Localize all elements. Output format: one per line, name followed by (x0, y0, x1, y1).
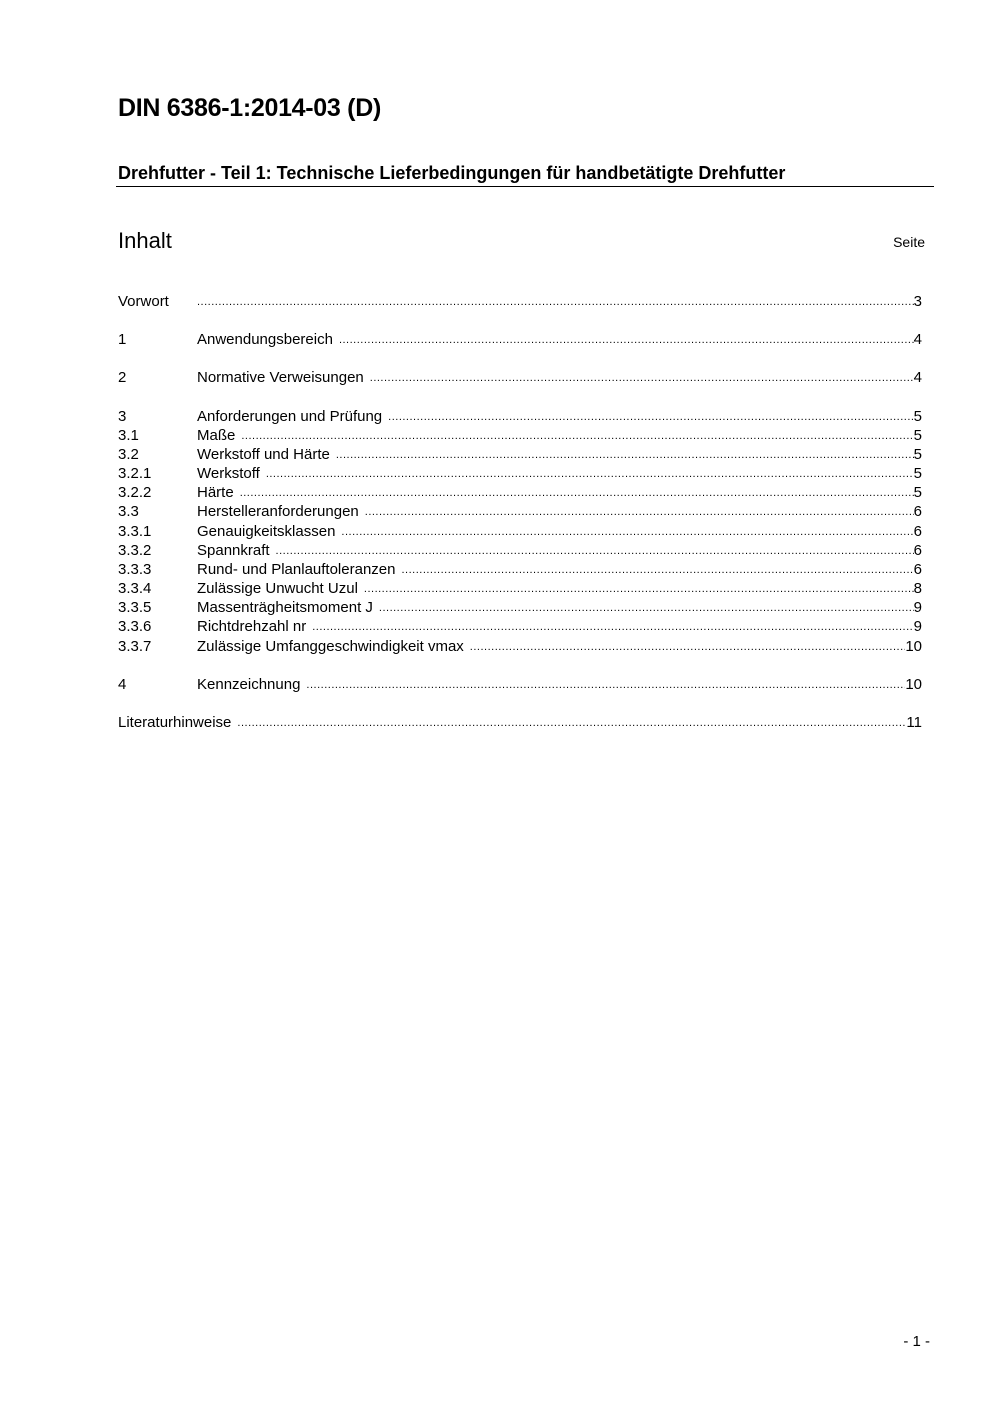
toc-entry-literaturhinweise[interactable] (118, 713, 922, 732)
toc-leader (379, 599, 914, 618)
toc-entry-3-3-1[interactable] (118, 522, 922, 541)
toc-entry-page: 5 (913, 465, 922, 482)
toc-entry-1[interactable] (118, 330, 922, 349)
toc-heading: Inhalt (118, 228, 172, 253)
toc-leader (306, 676, 905, 695)
toc-entry-title: Maße (197, 427, 236, 444)
toc-entry-2[interactable] (118, 368, 922, 387)
toc-entry-page: 5 (913, 484, 922, 501)
toc-entry-title: Werkstoff (197, 465, 260, 482)
toc-entry-title: Normative Verweisungen (197, 369, 364, 386)
toc-entry-page: 6 (913, 542, 922, 559)
toc-entry-number: 3.1 (118, 427, 139, 444)
toc-entry-title: Vorwort (118, 293, 169, 310)
toc-entry-title: Rund- und Planlauftoleranzen (197, 561, 396, 578)
toc-entry-3-3[interactable] (118, 502, 922, 521)
toc-entry-number: 3.3.4 (118, 580, 152, 597)
toc-entry-3-1[interactable] (118, 426, 922, 445)
toc-entry-3-3-2[interactable] (118, 541, 922, 560)
toc-entry-page: 5 (913, 446, 922, 463)
toc-entry-number: 1 (118, 331, 127, 348)
toc-entry-page: 3 (913, 293, 922, 310)
toc-entry-number: 3.3.6 (118, 618, 152, 635)
toc-entry-page: 5 (913, 408, 922, 425)
toc-entry-page: 6 (913, 561, 922, 578)
toc-leader (266, 465, 914, 484)
toc-entry-4[interactable] (118, 675, 922, 694)
toc-leader (364, 580, 914, 599)
toc-entry-vorwort[interactable] (118, 292, 922, 311)
toc-entry-page: 4 (913, 331, 922, 348)
toc-entry-title: Anwendungsbereich (197, 331, 333, 348)
toc-entry-title: Zulässige Unwucht Uzul (197, 580, 358, 597)
toc-entry-page: 6 (913, 503, 922, 520)
page-column-label: Seite (893, 234, 925, 250)
toc-entry-page: 4 (913, 369, 922, 386)
toc-entry-title: Massenträgheitsmoment J (197, 599, 373, 616)
toc-entry-page: 9 (913, 618, 922, 635)
toc-entry-number: 3.3.3 (118, 561, 152, 578)
toc-leader (197, 293, 914, 312)
toc-entry-number: 3.3 (118, 503, 139, 520)
toc-entry-page: 8 (913, 580, 922, 597)
toc-leader (312, 618, 913, 637)
toc-entry-3-2-2[interactable] (118, 483, 922, 502)
toc-entry-3-3-7[interactable] (118, 637, 922, 656)
toc-entry-title: Werkstoff und Härte (197, 446, 330, 463)
toc-leader (370, 369, 914, 388)
page-number: - 1 - (903, 1333, 930, 1350)
toc-entry-number: 3 (118, 408, 127, 425)
toc-leader (241, 427, 913, 446)
toc-entry-number: 3.3.2 (118, 542, 152, 559)
toc-entry-number: 3.2 (118, 446, 139, 463)
toc-leader (240, 484, 914, 503)
toc-entry-3-3-4[interactable] (118, 579, 922, 598)
toc-entry-page: 10 (905, 676, 922, 693)
toc-entry-title: Härte (197, 484, 234, 501)
toc-entry-number: 2 (118, 369, 127, 386)
toc-entry-title: Zulässige Umfanggeschwindigkeit vmax (197, 638, 464, 655)
toc-entry-number: 4 (118, 676, 127, 693)
toc-entry-3-2[interactable] (118, 445, 922, 464)
toc-entry-title: Herstelleranforderungen (197, 503, 359, 520)
toc-entry-title: Kennzeichnung (197, 676, 301, 693)
toc-entry-3[interactable] (118, 407, 922, 426)
toc-leader (401, 561, 913, 580)
toc-leader (365, 503, 914, 522)
toc-entry-3-3-6[interactable] (118, 617, 922, 636)
toc-entry-3-3-3[interactable] (118, 560, 922, 579)
toc-entry-number: 3.3.5 (118, 599, 152, 616)
toc-entry-3-3-5[interactable] (118, 598, 922, 617)
toc-leader (341, 523, 913, 542)
toc-entry-title: Richtdrehzahl nr (197, 618, 307, 635)
toc-leader (237, 714, 906, 733)
toc-entry-page: 9 (913, 599, 922, 616)
toc-entry-number: 3.2.1 (118, 465, 152, 482)
toc-entry-title: Spannkraft (197, 542, 270, 559)
toc-entry-page: 11 (906, 714, 922, 731)
header-rule (116, 186, 934, 187)
toc-entry-title: Genauigkeitsklassen (197, 523, 336, 540)
toc-leader (276, 542, 914, 561)
toc-entry-page: 6 (913, 523, 922, 540)
toc-leader (388, 408, 914, 427)
toc-entry-number: 3.3.7 (118, 638, 152, 655)
toc-entry-title: Anforderungen und Prüfung (197, 408, 383, 425)
toc-entry-page: 5 (913, 427, 922, 444)
toc-leader (470, 638, 906, 657)
toc-leader (336, 446, 914, 465)
document-subtitle: Drehfutter - Teil 1: Technische Lieferbedingungen für handbetätigte Drehfutter (118, 163, 786, 183)
toc-entry-3-2-1[interactable] (118, 464, 922, 483)
toc-entry-page: 10 (905, 638, 922, 655)
toc-leader (339, 331, 914, 350)
toc-entry-number: 3.3.1 (118, 523, 152, 540)
toc-entry-number: 3.2.2 (118, 484, 152, 501)
document-id: DIN 6386-1:2014-03 (D) (118, 94, 381, 122)
toc-entry-title: Literaturhinweise (118, 714, 232, 731)
